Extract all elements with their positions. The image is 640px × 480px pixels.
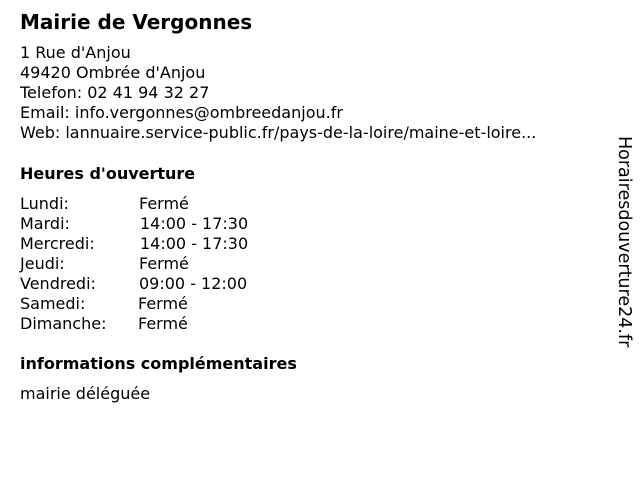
hours-value: 14:00 - 17:30 [140,234,249,253]
phone-line: Telefon: 02 41 94 32 27 [20,83,210,102]
address-line-street: 1 Rue d'Anjou [20,43,131,62]
day-label: Mardi: [20,214,70,233]
brand-watermark [611,136,637,372]
web-line: Web: lannuaire.service-public.fr/pays-de-la-loire/maine-et-loire... [20,123,537,142]
contact-block [20,43,536,143]
day-label: Dimanche: [20,314,107,333]
email-line: Email: info.vergonnes@ombreedanjou.fr [20,103,343,122]
address-line-city: 49420 Ombrée d'Anjou [20,63,206,82]
hours-heading: Heures d'ouverture [20,164,196,183]
hours-value: Fermé [139,254,189,273]
info-heading: informations complémentaires [20,354,297,373]
place-title: Mairie de Vergonnes [20,10,253,34]
day-label: Vendredi: [20,274,96,293]
day-label: Jeudi: [20,254,65,273]
hours-value: 09:00 - 12:00 [139,274,248,293]
hours-value: Fermé [138,294,188,313]
info-text: mairie déléguée [20,384,151,403]
hours-value: Fermé [139,194,189,213]
brand-watermark-text: Horairesdouverture24.fr [614,136,634,348]
day-label: Lundi: [20,194,69,213]
hours-value: Fermé [138,314,188,333]
day-label: Samedi: [20,294,86,313]
hours-value: 14:00 - 17:30 [140,214,249,233]
day-label: Mercredi: [20,234,95,253]
